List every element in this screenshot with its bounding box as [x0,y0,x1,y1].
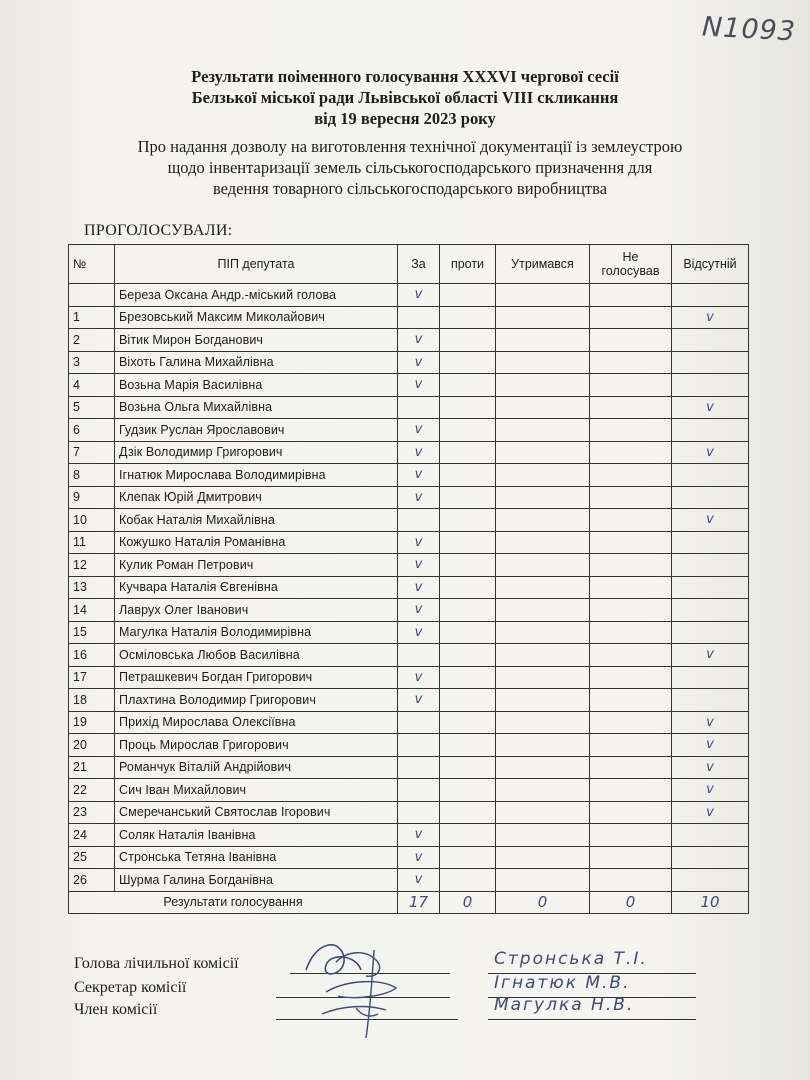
vote-against-cell [440,779,496,802]
vote-for-mark: v [398,869,440,892]
vote-against-cell [440,734,496,757]
col-header-not-voted-line-1: Не [622,250,639,264]
row-num: 22 [69,779,115,802]
deputy-name: Проць Мирослав Григорович [115,734,398,757]
deputy-name: Возьна Ольга Михайлівна [115,396,398,419]
vote-not-voted-cell [590,621,672,644]
vote-against-cell [440,689,496,712]
vote-not-voted-cell [590,554,672,577]
vote-for-mark [398,756,440,779]
row-num: 23 [69,801,115,824]
vote-abstained-cell [496,284,590,307]
deputy-name: Романчук Віталій Андрійович [115,756,398,779]
total-for: 17 [398,891,440,914]
vote-against-cell [440,554,496,577]
vote-against-cell [440,374,496,397]
vote-not-voted-cell [590,531,672,554]
vote-not-voted-cell [590,396,672,419]
deputy-name: Ігнатюк Мирослава Володимирівна [115,464,398,487]
absent-mark [672,666,749,689]
absent-mark [672,351,749,374]
vote-against-cell [440,666,496,689]
vote-abstained-cell [496,554,590,577]
deputy-name: Прихід Мирослава Олексіївна [115,711,398,734]
vote-for-mark: v [398,351,440,374]
chair-role: Голова лічильної комісії [74,955,239,972]
table-row [69,486,749,509]
table-row [69,711,749,734]
vote-not-voted-cell [590,486,672,509]
vote-not-voted-cell [590,869,672,892]
vote-abstained-cell [496,846,590,869]
col-header-absent: Відсутній [672,245,749,284]
title-line-3: від 19 вересня 2023 року [314,109,496,128]
absent-mark [672,554,749,577]
vote-not-voted-cell [590,779,672,802]
table-row [69,396,749,419]
vote-abstained-cell [496,756,590,779]
vote-for-mark: v [398,554,440,577]
table-row [69,756,749,779]
deputy-name: Возьна Марія Василівна [115,374,398,397]
vote-for-mark: v [398,329,440,352]
vote-not-voted-cell [590,756,672,779]
vote-not-voted-cell [590,509,672,532]
col-header-for: За [398,245,440,284]
deputy-name: Петрашкевич Богдан Григорович [115,666,398,689]
absent-mark: v [672,396,749,419]
vote-against-cell [440,509,496,532]
vote-against-cell [440,846,496,869]
vote-abstained-cell [496,306,590,329]
row-num: 25 [69,846,115,869]
vote-abstained-cell [496,644,590,667]
vote-not-voted-cell [590,666,672,689]
vote-abstained-cell [496,576,590,599]
row-num: 1 [69,306,115,329]
vote-abstained-cell [496,509,590,532]
vote-not-voted-cell [590,576,672,599]
vote-against-cell [440,531,496,554]
table-row [69,824,749,847]
row-num: 26 [69,869,115,892]
vote-against-cell [440,711,496,734]
vote-for-mark: v [398,576,440,599]
vote-against-cell [440,464,496,487]
col-header-not-voted-line-2: голосував [601,264,660,278]
secretary-role: Секретар комісії [74,979,187,996]
totals-label: Результати голосування [69,891,398,914]
deputy-name: Стронська Тетяна Іванівна [115,846,398,869]
vote-abstained-cell [496,531,590,554]
table-row [69,576,749,599]
member-name: Магулка Н.В. [494,995,635,1015]
deputy-name: Плахтина Володимир Григорович [115,689,398,712]
title-line-2: Белзької міської ради Львівської області VIII скликання [191,88,619,107]
vote-not-voted-cell [590,329,672,352]
row-num: 2 [69,329,115,352]
absent-mark [672,824,749,847]
vote-for-mark: v [398,441,440,464]
row-num: 9 [69,486,115,509]
deputy-name: Дзік Володимир Григорович [115,441,398,464]
vote-not-voted-cell [590,599,672,622]
row-num: 18 [69,689,115,712]
vote-not-voted-cell [590,711,672,734]
deputy-name: Соляк Наталія Іванівна [115,824,398,847]
total-against: 0 [440,891,496,914]
document-title [0,66,810,129]
row-num: 15 [69,621,115,644]
deputy-name: Вітик Мирон Богданович [115,329,398,352]
table-row [69,846,749,869]
row-num: 17 [69,666,115,689]
absent-mark [672,531,749,554]
absent-mark [672,419,749,442]
table-row [69,464,749,487]
subject-line-3: ведення товарного сільськогосподарського виробництва [212,179,608,198]
deputy-name: Смеречанський Святослав Ігорович [115,801,398,824]
total-abstained: 0 [496,891,590,914]
vote-for-mark: v [398,284,440,307]
vote-abstained-cell [496,779,590,802]
deputy-name: Віхоть Галина Михайлівна [115,351,398,374]
vote-abstained-cell [496,486,590,509]
vote-abstained-cell [496,396,590,419]
absent-mark [672,599,749,622]
table-row [69,869,749,892]
vote-for-mark [398,734,440,757]
vote-against-cell [440,351,496,374]
vote-abstained-cell [496,329,590,352]
table-row [69,509,749,532]
vote-abstained-cell [496,869,590,892]
vote-against-cell [440,869,496,892]
vote-for-mark: v [398,464,440,487]
vote-for-mark [398,306,440,329]
table-row [69,666,749,689]
deputy-name: Осміловська Любов Василівна [115,644,398,667]
deputy-name: Сич Іван Михайлович [115,779,398,802]
vote-not-voted-cell [590,846,672,869]
vote-for-mark [398,509,440,532]
vote-not-voted-cell [590,689,672,712]
table-row [69,441,749,464]
member-role: Член комісії [74,1001,158,1018]
chair-name: Стронська Т.І. [494,949,648,969]
absent-mark [672,621,749,644]
table-row [69,329,749,352]
vote-against-cell [440,396,496,419]
vote-abstained-cell [496,441,590,464]
vote-against-cell [440,284,496,307]
table-row [69,734,749,757]
vote-abstained-cell [496,464,590,487]
vote-against-cell [440,419,496,442]
row-num: 24 [69,824,115,847]
total-not-voted: 0 [590,891,672,914]
absent-mark: v [672,734,749,757]
absent-mark [672,464,749,487]
vote-against-cell [440,644,496,667]
table-row [69,531,749,554]
row-num: 11 [69,531,115,554]
vote-abstained-cell [496,621,590,644]
vote-abstained-cell [496,734,590,757]
vote-not-voted-cell [590,441,672,464]
row-num: 3 [69,351,115,374]
row-num [69,284,115,307]
table-row [69,374,749,397]
col-header-abstained: Утримався [496,245,590,284]
vote-against-cell [440,599,496,622]
col-header-not-voted [590,245,672,284]
vote-not-voted-cell [590,351,672,374]
vote-for-mark: v [398,824,440,847]
vote-not-voted-cell [590,824,672,847]
vote-against-cell [440,441,496,464]
absent-mark: v [672,441,749,464]
col-header-name: ПІП депутата [115,245,398,284]
vote-not-voted-cell [590,419,672,442]
vote-not-voted-cell [590,801,672,824]
row-num: 4 [69,374,115,397]
vote-for-mark: v [398,846,440,869]
table-row [69,554,749,577]
vote-for-mark [398,801,440,824]
absent-mark [672,869,749,892]
row-num: 12 [69,554,115,577]
voted-label: ПРОГОЛОСУВАЛИ: [84,222,233,239]
row-num: 13 [69,576,115,599]
vote-for-mark: v [398,419,440,442]
absent-mark [672,329,749,352]
secretary-name: Ігнатюк М.В. [494,973,631,993]
table-row [69,306,749,329]
vote-for-mark: v [398,374,440,397]
table-row [69,689,749,712]
vote-against-cell [440,621,496,644]
row-num: 5 [69,396,115,419]
row-num: 16 [69,644,115,667]
table-row [69,284,749,307]
deputy-name: Кулик Роман Петрович [115,554,398,577]
table-row [69,419,749,442]
totals-row [69,891,749,914]
vote-abstained-cell [496,599,590,622]
vote-against-cell [440,576,496,599]
vote-for-mark: v [398,599,440,622]
vote-abstained-cell [496,419,590,442]
vote-for-mark: v [398,689,440,712]
absent-mark: v [672,779,749,802]
total-absent: 10 [672,891,749,914]
subject-line-1: Про надання дозволу на виготовлення технічної документації із землеустрою [137,137,683,156]
vote-for-mark [398,779,440,802]
vote-for-mark: v [398,531,440,554]
absent-mark [672,576,749,599]
table-row [69,621,749,644]
vote-against-cell [440,329,496,352]
absent-mark: v [672,306,749,329]
table-row [69,351,749,374]
vote-abstained-cell [496,689,590,712]
vote-not-voted-cell [590,734,672,757]
voting-table [68,244,749,914]
table-row [69,599,749,622]
vote-for-mark: v [398,666,440,689]
document-subject [40,136,780,199]
vote-against-cell [440,306,496,329]
title-line-1: Результати поіменного голосування XXXVI чергової сесії [191,67,619,86]
vote-for-mark [398,396,440,419]
deputy-name: Клепак Юрій Дмитрович [115,486,398,509]
deputy-name: Шурма Галина Богданівна [115,869,398,892]
deputy-name: Кожушко Наталія Романівна [115,531,398,554]
vote-for-mark: v [398,486,440,509]
vote-abstained-cell [496,824,590,847]
deputy-name: Брезовський Максим Миколайович [115,306,398,329]
absent-mark: v [672,644,749,667]
deputy-name: Береза Оксана Андр.-міський голова [115,284,398,307]
vote-for-mark: v [398,621,440,644]
vote-not-voted-cell [590,284,672,307]
absent-mark: v [672,756,749,779]
deputy-name: Кучвара Наталія Євгенівна [115,576,398,599]
row-num: 10 [69,509,115,532]
table-row [69,644,749,667]
col-header-num: № [69,245,115,284]
vote-for-mark [398,644,440,667]
deputy-name: Гудзик Руслан Ярославович [115,419,398,442]
deputy-name: Лаврух Олег Іванович [115,599,398,622]
row-num: 14 [69,599,115,622]
absent-mark: v [672,711,749,734]
absent-mark [672,284,749,307]
vote-against-cell [440,801,496,824]
absent-mark [672,689,749,712]
row-num: 7 [69,441,115,464]
vote-not-voted-cell [590,374,672,397]
subject-line-2: щодо інвентаризації земель сільськогосподарського призначення для [167,158,653,177]
row-num: 19 [69,711,115,734]
document-number-mark: N1093 [701,11,797,48]
vote-abstained-cell [496,711,590,734]
vote-abstained-cell [496,351,590,374]
member-name-line [488,1019,696,1020]
vote-abstained-cell [496,374,590,397]
vote-against-cell [440,824,496,847]
absent-mark [672,846,749,869]
absent-mark [672,374,749,397]
vote-not-voted-cell [590,464,672,487]
deputy-name: Магулка Наталія Володимирівна [115,621,398,644]
row-num: 21 [69,756,115,779]
handwritten-signatures-icon [286,930,436,1045]
absent-mark: v [672,509,749,532]
row-num: 20 [69,734,115,757]
table-row [69,801,749,824]
vote-abstained-cell [496,666,590,689]
vote-not-voted-cell [590,306,672,329]
table-header-row [69,245,749,284]
table-row [69,779,749,802]
row-num: 6 [69,419,115,442]
vote-abstained-cell [496,801,590,824]
vote-not-voted-cell [590,644,672,667]
vote-against-cell [440,756,496,779]
deputy-name: Кобак Наталія Михайлівна [115,509,398,532]
vote-against-cell [440,486,496,509]
vote-for-mark [398,711,440,734]
row-num: 8 [69,464,115,487]
absent-mark [672,486,749,509]
col-header-against: проти [440,245,496,284]
absent-mark: v [672,801,749,824]
